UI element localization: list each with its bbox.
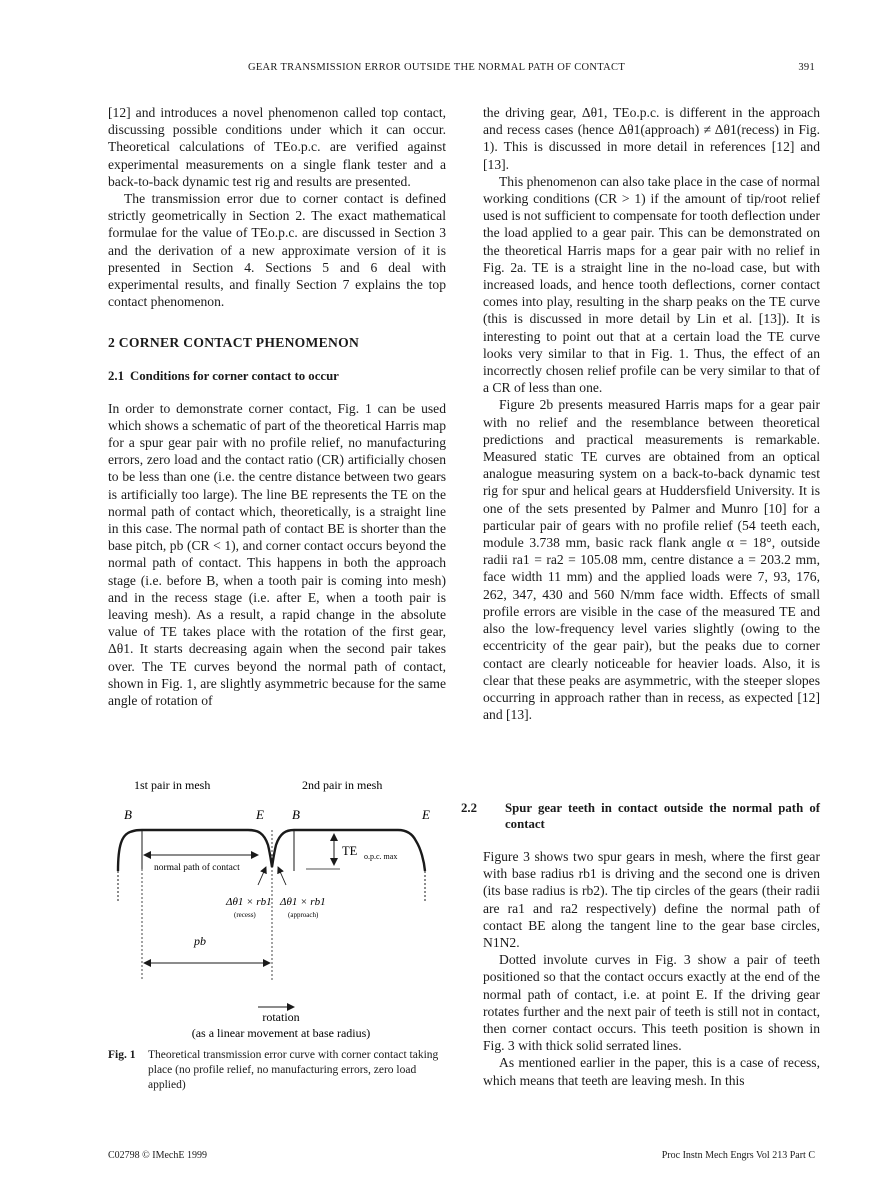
- label-B2: B: [292, 807, 300, 822]
- right-column-lower: [461, 800, 820, 1089]
- paragraph: [12] and introduces a novel phenomenon called top contact, discussing possible conditions under which it can occur. Theoretical calculations of TEo.p.c. are verified against experimental measurements on a single flank tester and a back-to-back dynamic test rig and results are presented.: [108, 105, 446, 189]
- left-column: [108, 104, 446, 709]
- caption-label: Fig. 1: [108, 1049, 136, 1061]
- subsection-heading: [461, 800, 820, 832]
- paragraph: Figure 3 shows two spur gears in mesh, where the first gear with base radius rb1 is driving and the second one is driven (its base radius is rb2). The tip circles of the gears (their radii are ra1 and ra2 respectively) define the normal path of contact BE along the tangent line to the gear base circles, N1N2.: [483, 849, 820, 951]
- label-pair2: 2nd pair in mesh: [302, 778, 383, 792]
- subsection-title: Conditions for corner contact to occur: [130, 368, 339, 383]
- section-heading: 2 CORNER CONTACT PHENOMENON: [108, 335, 360, 351]
- right-column: [483, 104, 820, 723]
- label-te: TE: [342, 844, 358, 858]
- label-rotation: rotation: [262, 1010, 300, 1024]
- paragraph: the driving gear, Δθ1, TEo.p.c. is different in the approach and recess cases (hence Δθ1(approach) ≠ Δθ1(recess) in Fig. 1). This is discussed in more detail in references [12] and [13].: [483, 105, 820, 172]
- label-E2: E: [422, 807, 430, 822]
- label-pair1: 1st pair in mesh: [134, 778, 211, 792]
- paragraph: In order to demonstrate corner contact, Fig. 1 can be used which shows a schematic of part of the theoretical Harris map for a spur gear pair with no profile relief, no manufacturing errors, zero load and the contact ratio (CR) artificially chosen to be less than one (i.e. the centre distance between two gears is artificially too large). The line BE represents the TE on the normal path of contact which, theoretically, is a straight line in this case. The normal path of contact BE is shorter than the base pitch, pb (CR < 1), and corner contact occurs beyond the normal path of contact. This happens in both the approach stage (i.e. before B, when a tooth pair is coming into mesh) and in the recess stage (i.e. after E, when a tooth pair is leaving mesh). As a result, a rapid change in the absolute value of TE takes place with the rotation of the first gear, Δθ1. It starts decreasing again when the second pair takes over. The TE curves beyond the normal path of contact, shown in Fig. 1, are slightly asymmetric because for the same angle of rotation of: [108, 400, 446, 709]
- figure-caption: [108, 1048, 446, 1093]
- label-te-sub: o.p.c. max: [364, 852, 398, 861]
- label-E1: E: [256, 807, 264, 822]
- te-diagram: [108, 775, 454, 1045]
- running-header: [0, 62, 873, 80]
- subsection-heading: [108, 368, 446, 384]
- paragraph: As mentioned earlier in the paper, this is a case of recess, which means that teeth are leaving mesh. In this: [483, 1055, 820, 1088]
- footer-journal: Proc Instn Mech Engrs Vol 213 Part C: [661, 1150, 815, 1161]
- paragraph: The transmission error due to corner contact is defined strictly geometrically in Section 2. The exact mathematical formulae for the value of TEo.p.c. are discussed in Section 3 and the derivation of a new approximate version of it is presented in Section 4. Sections 5 and 6 deal with experimental results, and finally Section 7 explains the top contact phenomenon.: [108, 191, 446, 310]
- running-title: GEAR TRANSMISSION ERROR OUTSIDE THE NORMAL PATH OF CONTACT: [247, 62, 626, 73]
- label-approach-expr: Δθ1 × rb1: [280, 896, 326, 908]
- paragraph: Dotted involute curves in Fig. 3 show a pair of teeth positioned so that the contact occurs exactly at the end of the normal path of contact, i.e. at point E. If the driving gear rotates further and the next pair of teeth is still not in contact, then corner contact occurs. This teeth position is shown in Fig. 3 with thick solid serrated lines.: [483, 952, 820, 1054]
- label-B1: B: [124, 807, 132, 822]
- label-recess: (recess): [234, 911, 256, 919]
- label-normal-path: normal path of contact: [154, 863, 240, 873]
- subsection-title: Spur gear teeth in contact outside the normal path of contact: [505, 801, 820, 831]
- subsection-number: 2.1: [108, 368, 124, 383]
- label-approach: (approach): [288, 911, 319, 919]
- subsection-number: 2.2: [461, 801, 477, 815]
- label-rotation-note: (as a linear movement at base radius): [191, 1026, 371, 1040]
- paragraph: This phenomenon can also take place in the case of normal working conditions (CR > 1) if the amount of tip/root relief used is not sufficient to compensate for tooth deflection under the load applied to a gear pair. This can be demonstrated on the theoretical Harris maps for a gear pair with no relief in Fig. 2a. TE is a straight line in the no-load case, but with increased loads, and hence tooth deflections, corner contact comes into play, resulting in the sharp peaks on the TE curve (this is discussed in more detail by Lin et al. [13]). It is interesting to point out that at a certain load the TE curve looks very similar to that in Fig. 1. Thus, the effect of an incorrectly chosen relief profile can be very similar to that of a CR of less than one.: [483, 173, 820, 396]
- footer-copyright: C02798 © IMechE 1999: [108, 1150, 207, 1161]
- page-number: 391: [798, 62, 815, 73]
- label-recess-expr: Δθ1 × rb1: [226, 896, 272, 908]
- paragraph: Figure 2b presents measured Harris maps for a gear pair with no relief and the resemblance between theoretical predictions and practical measurements is remarkable. Measured static TE curves are obtained from an optical analogue measuring system on a back-to-back dynamic test rig for spur and helical gears at Huddersfield University. It is one of the sets presented by Palmer and Munro [10] for a particular pair of gears with no profile relief (54 teeth each, module 3.738 mm, basic rack flank angle α = 18°, outside radii ra1 = ra2 = 105.08 mm, centre distance a = 203.2 mm, face width 11 mm) and the applied loads were 7, 93, 176, 262, 347, 430 and 560 N/mm face width. Effects of small profile errors are visible in the case of the measured TE and also the low-frequency level varies slightly (owing to the eccentricity of the gear pair), but the peaks due to corner contact are clearly noticeable for heavier loads. Also, it is clear that these peaks are asymmetric, with the steeper slopes occurring in approach rather than in recess, as expected [12] and [13].: [483, 397, 820, 723]
- figure-1: [108, 775, 454, 1045]
- label-pb: pb: [194, 934, 206, 948]
- caption-text: Theoretical transmission error curve with corner contact taking place (no profile relief, no manufacturing errors, zero load applied): [148, 1049, 439, 1091]
